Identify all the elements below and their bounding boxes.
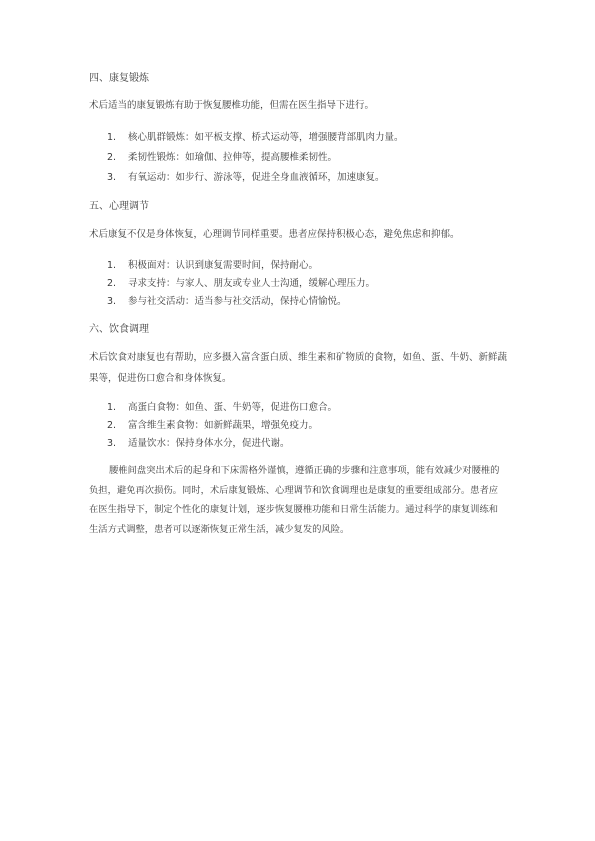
list-item: [107, 131, 404, 145]
list-item: [107, 171, 385, 185]
list-item-text: 寻求支持：与家人、朋友或专业人士沟通，缓解心理压力。: [128, 278, 376, 289]
list-item-text: 柔韧性锻炼：如瑜伽、拉伸等，提高腰椎柔韧性。: [128, 152, 338, 163]
section-heading: 五、心理调节: [89, 201, 149, 212]
list-item: [107, 295, 347, 309]
list-item-text: 参与社交活动：适当参与社交活动，保持心情愉悦。: [128, 296, 347, 307]
list-item-text: 有氧运动：如步行、游泳等，促进全身血液循环，加速康复。: [128, 172, 385, 183]
list-item-number: 1.: [107, 132, 117, 143]
list-item: [107, 437, 290, 451]
section-heading: 六、饮食调理: [89, 324, 149, 335]
section-heading: 四、康复锻炼: [89, 73, 149, 84]
list-item-text: 富含维生素食物：如新鲜蔬果，增强免疫力。: [128, 420, 319, 431]
list-item-number: 3.: [107, 296, 117, 307]
section-intro: 术后适当的康复锻炼有助于恢复腰椎功能，但需在医生指导下进行。: [89, 100, 375, 111]
conclusion-paragraph: 腰椎间盘突出术后的起身和下床需格外谨慎，遵循正确的步骤和注意事项，能有效减少对腰椎的负担，避免再次损伤。同时，术后康复锻炼、心理调节和饮食调理也是康复的重要组成部分。患者应在医生指导下，制定个性化的康复计划，逐步恢复腰椎功能和日常生活能力。通过科学的康复训练和生活方式调整，患者可以逐渐恢复正常生活，减少复发的风险。: [89, 465, 500, 535]
list-item-number: 2.: [107, 152, 117, 163]
list-item-number: 2.: [107, 420, 117, 431]
list-item-text: 高蛋白食物：如鱼、蛋、牛奶等，促进伤口愈合。: [128, 402, 338, 413]
list-item: [107, 419, 318, 433]
list-item-text: 适量饮水：保持身体水分，促进代谢。: [128, 438, 290, 449]
list-item-text: 核心肌群锻炼：如平板支撑、桥式运动等，增强腰背部肌肉力量。: [128, 132, 404, 143]
list-item-number: 2.: [107, 278, 117, 289]
section-intro: 术后饮食对康复也有帮助，应多摄入富含蛋白质、维生素和矿物质的食物，如鱼、蛋、牛奶、新鲜蔬果等，促进伤口愈合和身体恢复。: [89, 352, 508, 384]
list-item: [107, 277, 375, 291]
list-item-number: 3.: [107, 438, 117, 449]
list-item-number: 1.: [107, 260, 117, 271]
list-item: [107, 151, 337, 165]
list-item-number: 3.: [107, 172, 117, 183]
section-intro: 术后康复不仅是身体恢复，心理调节同样重要。患者应保持积极心态，避免焦虑和抑郁。: [89, 229, 460, 240]
list-item-text: 积极面对：认识到康复需要时间，保持耐心。: [128, 260, 319, 271]
list-item-number: 1.: [107, 402, 117, 413]
list-item: [107, 401, 337, 415]
list-item: [107, 259, 318, 273]
